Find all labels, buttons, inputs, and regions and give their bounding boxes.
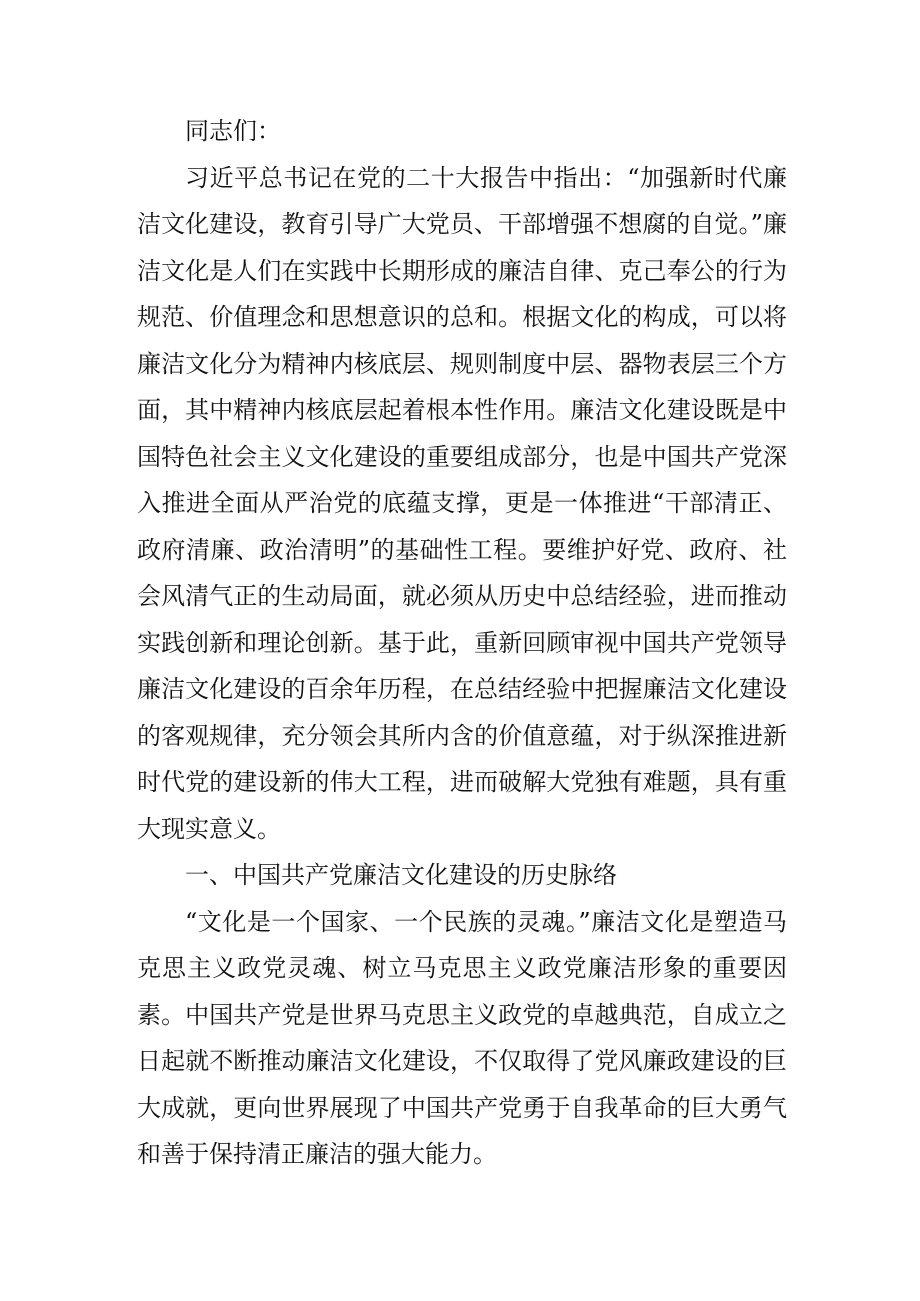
intro-paragraph: 习近平总书记在党的二十大报告中指出：“加强新时代廉洁文化建设，教育引导广大党员、干部增强不想腐的自觉。”廉洁文化是人们在实践中长期形成的廉洁自律、克己奉公的行为规范、价值理念和思想意识的总和。根据文化的构成，可以将廉洁文化分为精神内核底层、规则制度中层、器物表层三个方面，其中精神内核底层起着根本性作用。廉洁文化建设既是中国特色社会主义文化建设的重要组成部分，也是中国共产党深入推进全面从严治党的底蕴支撑，更是一体推进“干部清正、政府清廉、政治清明”的基础性工程。要维护好党、政府、社会风清气正的生动局面，就必须从历史中总结经验，进而推动实践创新和理论创新。基于此，重新回顾审视中国共产党领导廉洁文化建设的百余年历程，在总结经验中把握廉洁文化建设的客观规律，充分领会其所内含的价值意蕴，对于纵深推进新时代党的建设新的伟大工程，进而破解大党独有难题，具有重大现实意义。 [137, 163, 787, 843]
section-heading: 一、中国共产党廉洁文化建设的历史脉络 [185, 861, 617, 889]
document-body [137, 108, 787, 1178]
section-paragraph: “文化是一个国家、一个民族的灵魂。”廉洁文化是塑造马克思主义政党灵魂、树立马克思主义政党廉洁形象的重要因素。中国共产党是世界马克思主义政党的卓越典范，自成立之日起就不断推动廉洁文化建设，不仅取得了党风廉政建设的巨大成就，更向世界展现了中国共产党勇于自我革命的巨大勇气和善于保持清正廉洁的强大能力。 [137, 907, 787, 1168]
salutation: 同志们： [185, 117, 281, 145]
